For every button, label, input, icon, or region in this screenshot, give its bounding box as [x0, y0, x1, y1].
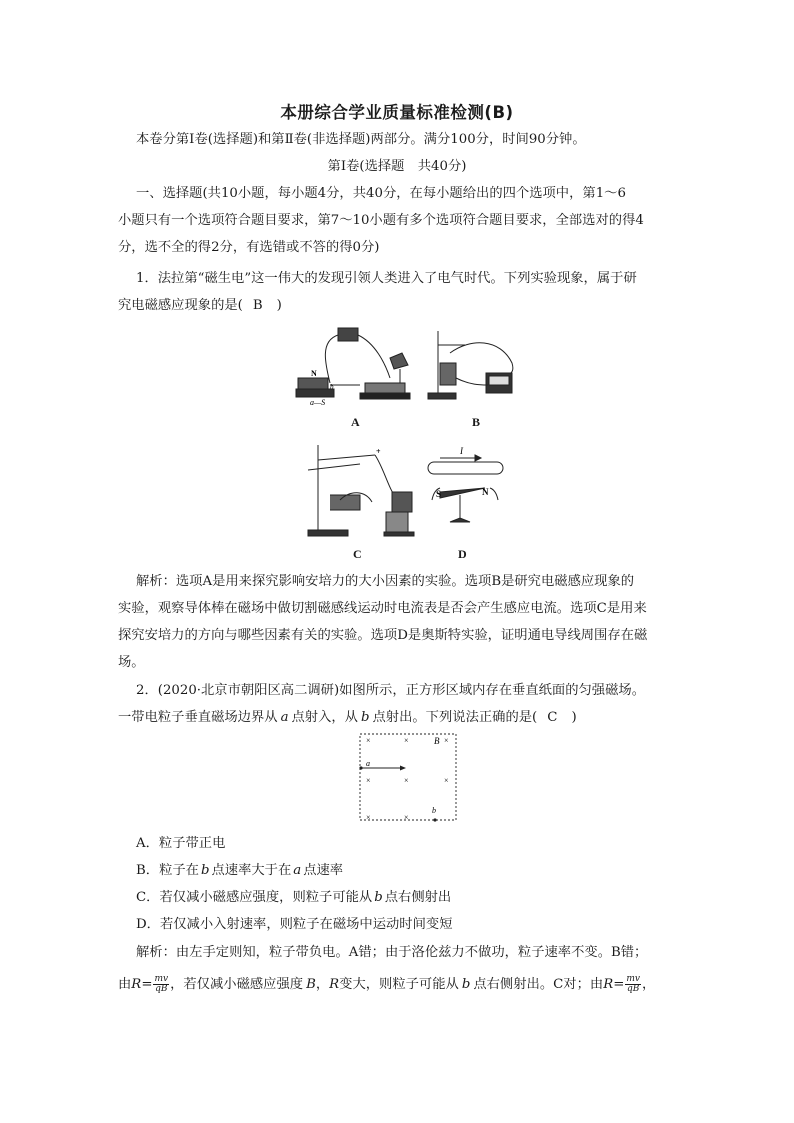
fig-a-b-label: b — [330, 383, 334, 391]
formula-fraction — [625, 975, 641, 994]
fraction-denominator: qB — [155, 984, 168, 994]
q2-option-d: D．若仅减小入射速率，则粒子在磁场中运动时间变短 — [136, 917, 453, 932]
field-x-mark: × — [404, 813, 409, 822]
exp2-equals: = — [613, 977, 625, 992]
figure-c-apparatus — [308, 445, 414, 536]
field-x-mark: × — [366, 736, 371, 745]
exit-point-b — [433, 818, 436, 821]
field-x-mark: × — [444, 776, 449, 785]
opt-c-text1: C．若仅减小磁感应强度，则粒子可能从 — [136, 890, 373, 905]
q2-option-a: A．粒子带正电 — [136, 836, 226, 851]
q2-option-c — [136, 889, 451, 907]
figure-a-apparatus — [296, 328, 410, 399]
exp2-r-symbol: R — [131, 977, 142, 992]
fig-a-as-label: a—S — [310, 398, 326, 407]
q1-stem-line1: 1．法拉第“磁生电”这一伟大的发现引领人类进入了电气时代。下列实验现象，属于研 — [136, 271, 637, 286]
power-supply — [392, 492, 412, 512]
opt-c-text2: 点右侧射出 — [384, 890, 452, 905]
fig-c-plus-label: + — [376, 447, 381, 456]
opt-b-point-a: a — [293, 863, 302, 878]
q1-explanation-line1: 解析：选项A是用来探究影响安培力的大小因素的实验。选项B是研究电磁感应现象的 — [136, 574, 635, 589]
field-x-mark: × — [444, 736, 449, 745]
q2-stem-line2 — [118, 709, 577, 727]
exp2-equals: = — [141, 977, 153, 992]
figure-a-label: A — [351, 415, 360, 429]
exp2-text1: 由 — [118, 977, 132, 992]
q2-answer: C — [547, 710, 558, 725]
q1-stem-text: 究电磁感应现象的是( — [118, 298, 243, 313]
fraction-denominator: qB — [627, 984, 640, 994]
field-x-mark: × — [366, 776, 371, 785]
figure-b-label: B — [472, 415, 481, 429]
field-x-mark: × — [404, 736, 409, 745]
fraction-numerator: mv — [154, 974, 169, 984]
q2-point-a: a — [280, 710, 289, 725]
figure-b-apparatus — [428, 331, 513, 399]
q1-figure-cd — [300, 440, 515, 545]
section1-line1: 一、选择题(共10小题，每小题4分，共40分，在每小题给出的四个选项中，第1～6 — [136, 186, 626, 201]
exp2-text2: ，若仅减小磁感应强度 — [170, 977, 304, 992]
part1-heading: 第Ⅰ卷(选择题 共40分) — [327, 159, 467, 174]
figure-d-label: D — [458, 547, 467, 561]
q2-stem-text2: 点射入，从 — [291, 710, 358, 725]
q1-explanation-line4: 场。 — [118, 655, 145, 670]
exp2-r-symbol: R — [603, 977, 614, 992]
q1-stem-line2 — [118, 297, 282, 315]
exp2-b-symbol: B — [306, 977, 316, 992]
fig-d-s-label: S — [436, 489, 442, 499]
q2-point-b: b — [360, 710, 370, 725]
figure-c-label: C — [353, 547, 362, 561]
field-x-mark: × — [404, 776, 409, 785]
exp2-r-symbol: R — [329, 977, 340, 992]
opt-b-point-b: b — [200, 863, 210, 878]
opt-b-text3: 点速率 — [303, 863, 344, 878]
q1-explanation-line2: 实验，观察导体棒在磁场中做切割磁感线运动时电流表是否会产生感应电流。选项C是用来 — [118, 601, 647, 616]
current-wire — [428, 462, 503, 474]
q2-explanation-line1: 解析：由左手定则知，粒子带负电。A错；由于洛伦兹力不做功，粒子速率不变。B错； — [136, 945, 648, 960]
q1-close-paren: ) — [276, 298, 282, 313]
q2-stem-text1: 一带电粒子垂直磁场边界从 — [118, 710, 278, 725]
fig-a-n-label: N — [311, 369, 317, 378]
q1-figure-ab — [290, 323, 520, 413]
q2-option-b — [136, 862, 343, 880]
q2-field-figure — [356, 731, 462, 825]
q2-stem-line1: 2．(2020·北京市朝阳区高二调研)如图所示，正方形区域内存在垂直纸面的匀强磁场。 — [136, 683, 645, 698]
section1-line2: 小题只有一个选项符合题目要求，第7～10小题有多个选项符合题目要求，全部选对的得4 — [118, 213, 644, 228]
intro-text: 本卷分第Ⅰ卷(选择题)和第Ⅱ卷(非选择题)两部分。满分100分，时间90分钟。 — [136, 132, 586, 147]
fig-d-n-label: N — [482, 487, 489, 497]
field-b-label: B — [434, 736, 440, 746]
exp2-point-b: b — [461, 977, 471, 992]
battery-box — [338, 328, 358, 341]
exp2-comma: ， — [315, 977, 330, 992]
opt-c-point-b: b — [374, 890, 383, 905]
exp2-text4: 点右侧射出。C对；由 — [473, 977, 604, 992]
exit-point-b-label: b — [432, 806, 436, 815]
q2-explanation-line2 — [118, 975, 655, 994]
fig-d-current-label: I — [460, 446, 463, 456]
formula-fraction — [153, 975, 169, 994]
opt-b-text1: B．粒子在 — [136, 863, 199, 878]
q2-stem-text3: 点射出。下列说法正确的是( — [372, 710, 538, 725]
entry-point-a-label: a — [366, 759, 370, 768]
q1-explanation-line3: 探究安培力的方向与哪些因素有关的实验。选项D是奥斯特实验，证明通电导线周围存在磁 — [118, 628, 648, 643]
fraction-numerator: mv — [626, 974, 640, 984]
opt-b-text2: 点速率大于在 — [211, 863, 292, 878]
q2-close-paren: ) — [571, 710, 577, 725]
exp2-comma: ， — [642, 977, 656, 992]
page-title: 本册综合学业质量标准检测(B) — [280, 103, 514, 122]
exp2-text3: 变大，则粒子可能从 — [339, 977, 459, 992]
section1-line3: 分，选不全的得2分，有选错或不答的得0分) — [118, 240, 380, 255]
field-x-mark: × — [366, 813, 371, 822]
compass-needle — [440, 488, 485, 498]
q1-answer: B — [252, 298, 263, 313]
